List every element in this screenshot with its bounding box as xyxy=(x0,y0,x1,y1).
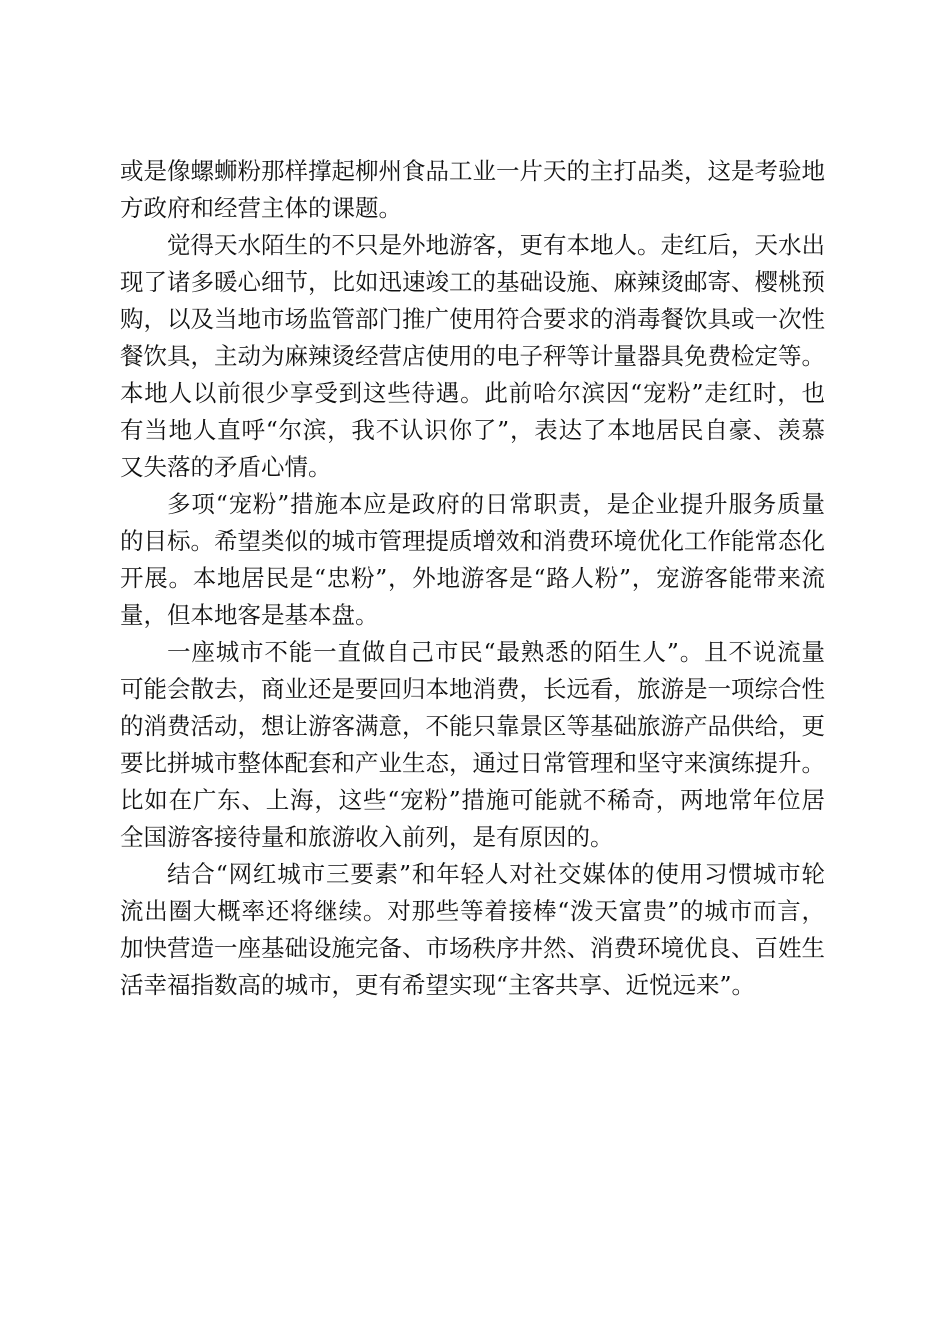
paragraph-1: 或是像螺蛳粉那样撑起柳州食品工业一片天的主打品类，这是考验地方政府和经营主体的课题。 xyxy=(120,157,825,222)
paragraph-4: 一座城市不能一直做自己市民“最熟悉的陌生人”。且不说流量可能会散去，商业还是要回归本地消费，长远看，旅游是一项综合性的消费活动，想让游客满意，不能只靠景区等基础旅游产品供给，更要比拼城市整体配套和产业生态，通过日常管理和坚守来演练提升。比如在广东、上海，这些“宠粉”措施可能就不稀奇，两地常年位居全国游客接待量和旅游收入前列，是有原因的。 xyxy=(120,638,825,851)
paragraph-2: 觉得天水陌生的不只是外地游客，更有本地人。走红后，天水出现了诸多暖心细节，比如迅速竣工的基础设施、麻辣烫邮寄、樱桃预购，以及当地市场监管部门推广使用符合要求的消毒餐饮具或一次性餐饮具，主动为麻辣烫经营店使用的电子秤等计量器具免费检定等。本地人以前很少享受到这些待遇。此前哈尔滨因“宠粉”走红时，也有当地人直呼“尔滨，我不认识你了”，表达了本地居民自豪、羡慕又失落的矛盾心情。 xyxy=(120,231,825,481)
body-text xyxy=(120,153,825,1004)
paragraph-5: 结合“网红城市三要素”和年轻人对社交媒体的使用习惯城市轮流出圈大概率还将继续。对那些等着接棒“泼天富贵”的城市而言，加快营造一座基础设施完备、市场秩序井然、消费环境优良、百姓生活幸福指数高的城市，更有希望实现“主客共享、近悦远来”。 xyxy=(120,860,825,999)
paragraph-3: 多项“宠粉”措施本应是政府的日常职责，是企业提升服务质量的目标。希望类似的城市管理提质增效和消费环境优化工作能常态化开展。本地居民是“忠粉”，外地游客是“路人粉”，宠游客能带来流量，但本地客是基本盘。 xyxy=(120,490,825,629)
